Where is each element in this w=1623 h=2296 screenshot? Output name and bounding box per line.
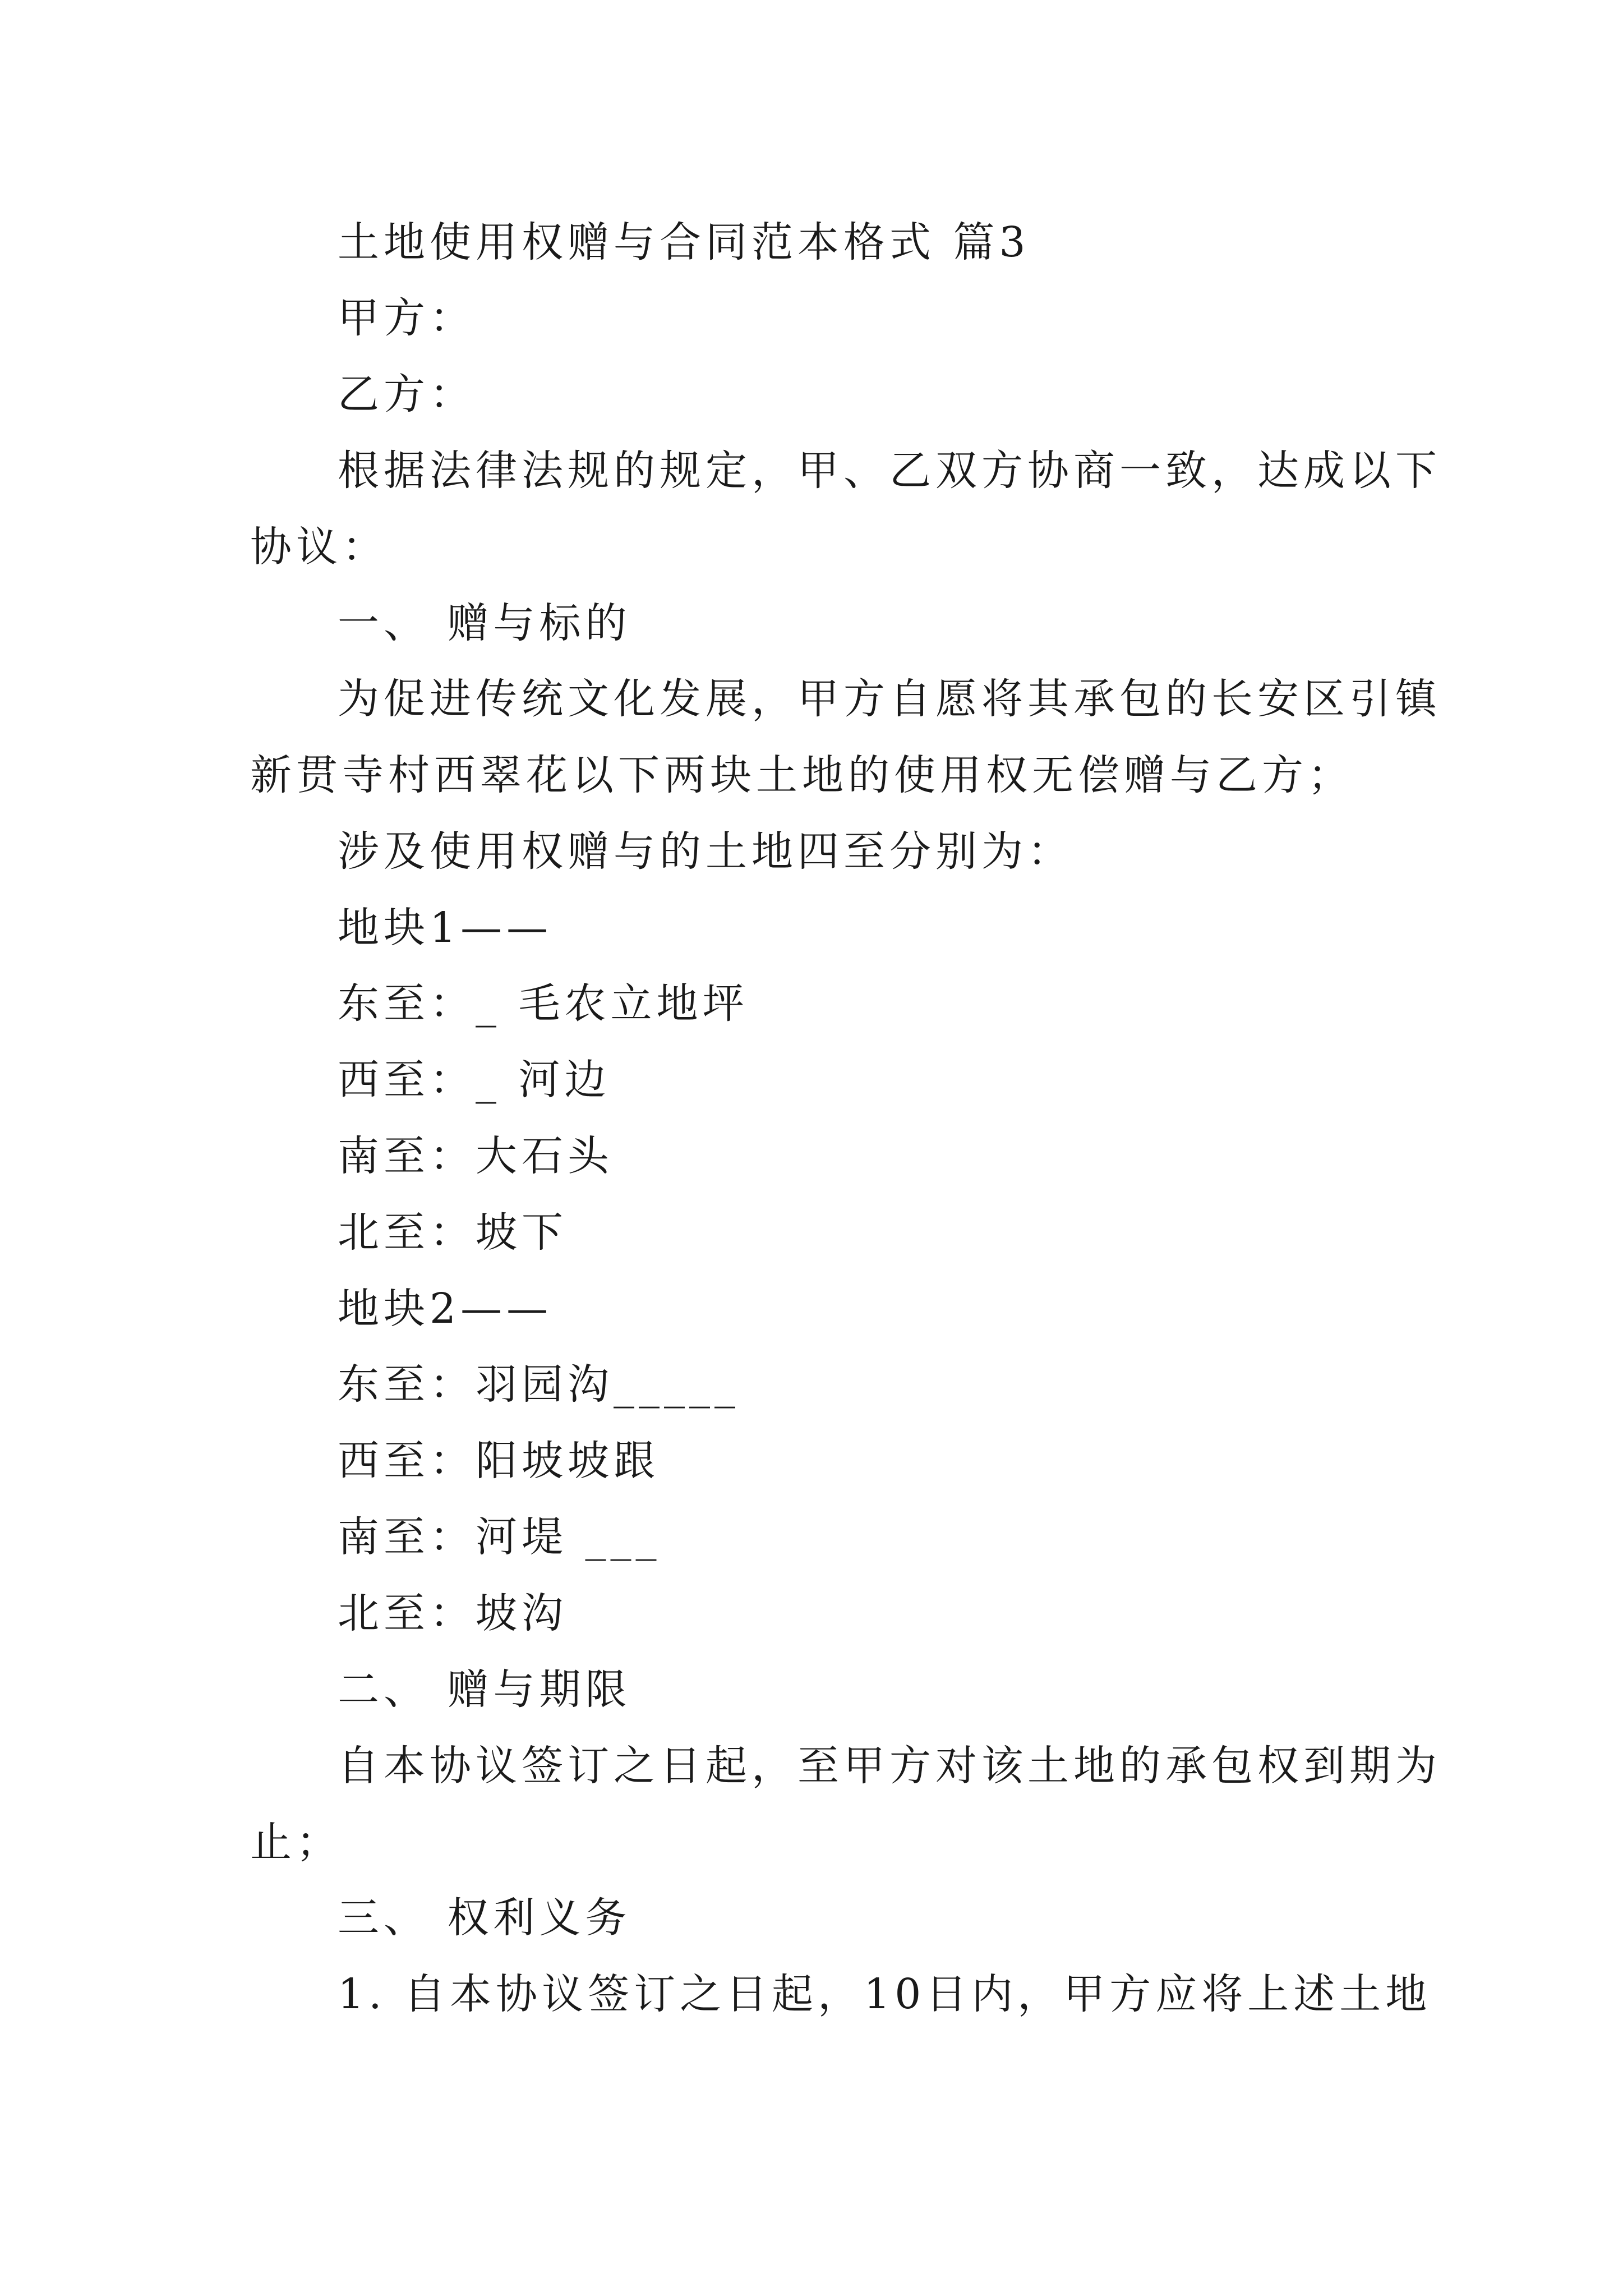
plot-2-south: 南至：河堤 ___ — [338, 1513, 661, 1561]
section-2-paragraph-line-2: 止； — [250, 1818, 342, 1866]
plot-2-north: 北至：坡沟 — [338, 1589, 568, 1637]
section-1-heading: 一、 赠与标的 — [338, 599, 631, 647]
intro-paragraph-line-2: 协议： — [250, 523, 388, 571]
section-3-heading: 三、 权利义务 — [338, 1894, 631, 1942]
section-2-paragraph-line-1: 自本协议签订之日起，至甲方对该土地的承包权到期为 — [338, 1742, 1441, 1790]
plot-2-west: 西至：阳坡坡跟 — [338, 1437, 660, 1485]
plot-1-east: 东至：_ 毛农立地坪 — [338, 979, 749, 1028]
section-2-heading: 二、 赠与期限 — [338, 1665, 631, 1714]
plot-1-label: 地块1—— — [338, 904, 553, 952]
section-1-paragraph-line-2: 新贯寺村西翠花以下两块土地的使用权无偿赠与乙方； — [250, 751, 1354, 799]
plot-2-east: 东至：羽园沟_____ — [338, 1360, 740, 1409]
party-b-label: 乙方： — [338, 370, 476, 418]
section-3-item-1: 1. 自本协议签订之日起，10日内，甲方应将上述土地 — [338, 1970, 1432, 2018]
document-title: 土地使用权赠与合同范本格式 篇3 — [338, 218, 1030, 266]
plot-1-west: 西至：_ 河边 — [338, 1056, 611, 1104]
plot-1-south: 南至：大石头 — [338, 1132, 614, 1180]
plot-1-north: 北至：坡下 — [338, 1208, 568, 1257]
intro-paragraph-line-1: 根据法律法规的规定，甲、乙双方协商一致，达成以下 — [338, 447, 1441, 495]
party-a-label: 甲方： — [338, 294, 476, 342]
section-1-paragraph-line-1: 为促进传统文化发展，甲方自愿将其承包的长安区引镇 — [338, 675, 1441, 723]
plot-2-label: 地块2—— — [338, 1285, 553, 1333]
section-1-boundaries-intro: 涉及使用权赠与的土地四至分别为： — [338, 827, 1073, 876]
